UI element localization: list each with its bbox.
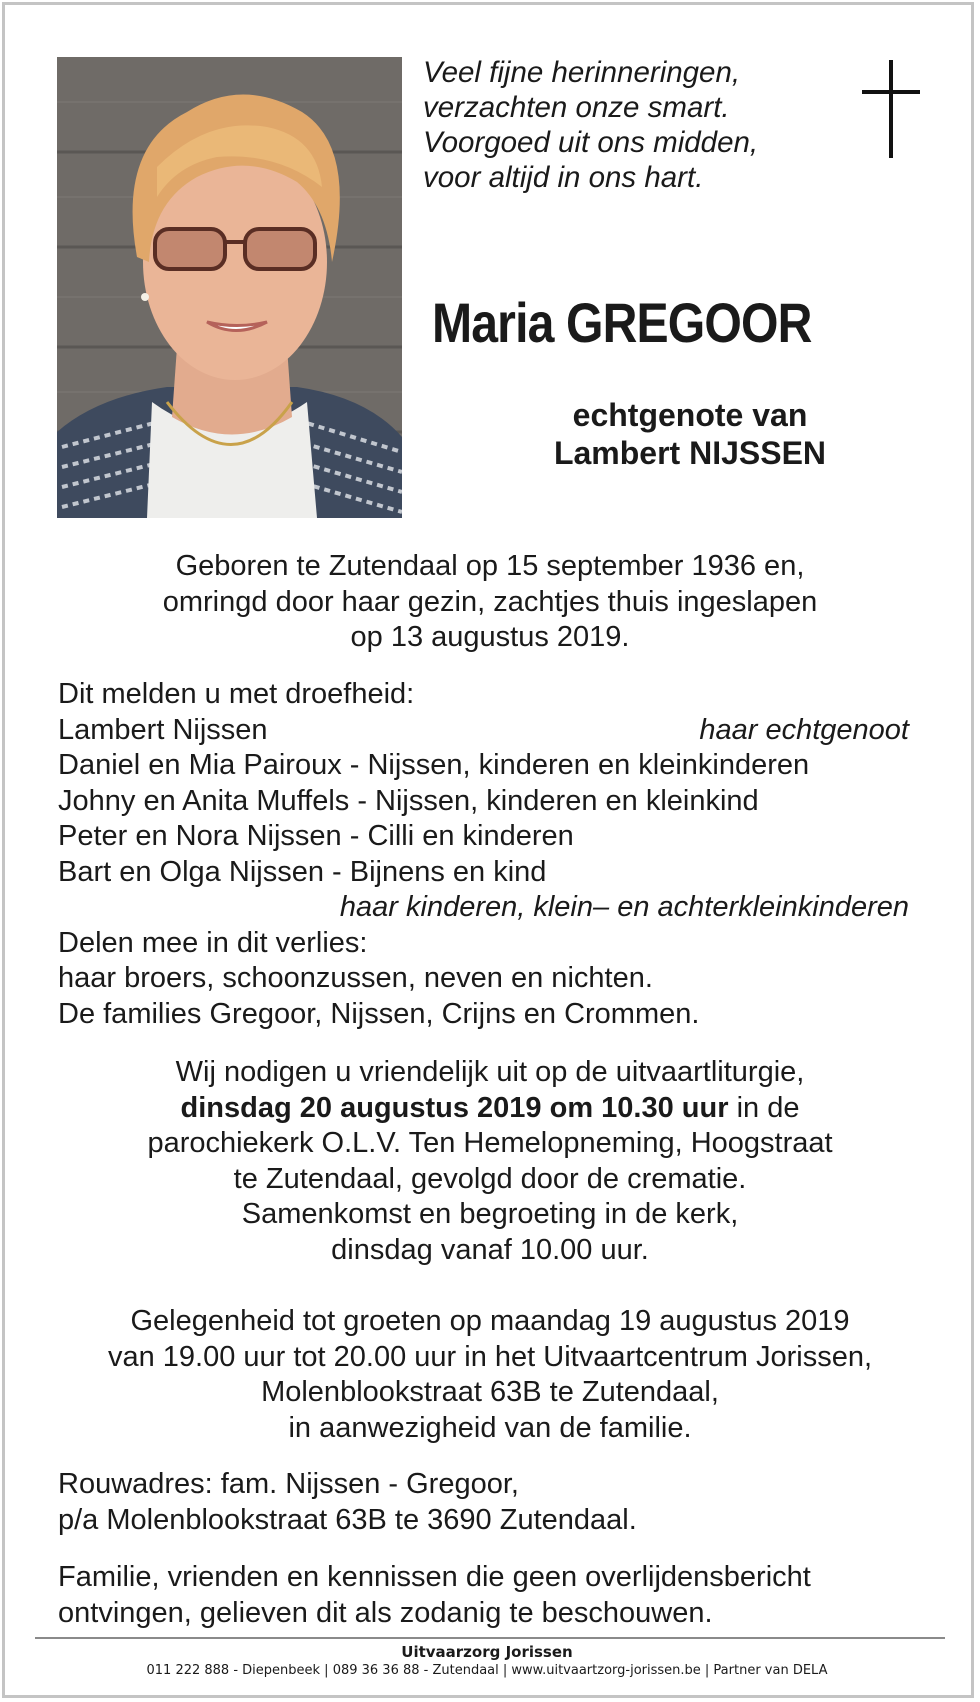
text-line: op 13 augustus 2019. xyxy=(350,621,630,653)
text-line: te Zutendaal, gevolgd door de crematie. xyxy=(233,1162,747,1195)
child-line: Johny en Anita Muffels - Nijssen, kinderen en kleinkind xyxy=(58,784,759,817)
poem-line: Veel fijne herinneringen, xyxy=(423,56,741,89)
child-line: Daniel en Mia Pairoux - Nijssen, kinderen en kleinkinderen xyxy=(58,749,810,781)
share-line: haar broers, schoonzussen, neven en nichten. xyxy=(58,962,653,994)
poem-line: voor altijd in ons hart. xyxy=(423,161,704,194)
funeral-date-line xyxy=(30,1091,950,1127)
footer-divider xyxy=(35,1637,945,1639)
cross-icon xyxy=(862,60,920,158)
text-line: van 19.00 uur tot 20.00 uur in het Uitvaartcentrum Jorissen, xyxy=(107,1340,873,1373)
text-line: p/a Molenblookstraat 63B te 3690 Zutendaal. xyxy=(58,1503,637,1536)
spouse-line: Lambert Nijssen xyxy=(58,713,268,746)
child-line: Bart en Olga Nijssen - Bijnens en kind xyxy=(58,855,547,888)
share-line: De families Gregoor, Nijssen, Crijns en Crommen. xyxy=(58,997,700,1030)
spouse-relation: haar echtgenoot xyxy=(699,713,909,746)
text-line: Wij nodigen u vriendelijk uit op de uitvaartliturgie, xyxy=(175,1056,805,1088)
relation-label: echtgenote van xyxy=(572,397,808,433)
funeral-date-rest: in de xyxy=(728,1091,800,1124)
text-line: in aanwezigheid van de familie. xyxy=(288,1411,692,1444)
child-line: Peter en Nora Nijssen - Cilli en kinderen xyxy=(58,820,574,852)
text-line: Rouwadres: fam. Nijssen - Gregoor, xyxy=(58,1468,519,1500)
family-intro: Dit melden u met droefheid: xyxy=(58,678,415,710)
spouse-name: Lambert NIJSSEN xyxy=(553,435,827,471)
text-line: Gelegenheid tot groeten op maandag 19 augustus 2019 xyxy=(130,1305,850,1337)
children-relation: haar kinderen, klein– en achterkleinkinderen xyxy=(339,891,909,923)
memorial-poem xyxy=(423,55,803,195)
text-line: Geboren te Zutendaal op 15 september 1936 en, xyxy=(175,550,805,582)
text-line: dinsdag vanaf 10.00 uur. xyxy=(331,1233,649,1266)
spouse-block xyxy=(430,396,950,472)
funeral-invitation xyxy=(30,1055,950,1268)
deceased-name: Maria GREGOOR xyxy=(432,291,812,354)
text-line: Molenblookstraat 63B te Zutendaal, xyxy=(261,1376,719,1408)
portrait-photo xyxy=(57,57,402,518)
text-line: omringd door haar gezin, zachtjes thuis ingeslapen xyxy=(162,585,818,618)
poem-line: verzachten onze smart. xyxy=(423,91,730,124)
text-line: Familie, vrienden en kennissen die geen overlijdensbericht xyxy=(58,1561,811,1593)
birth-death-text xyxy=(30,549,950,656)
text-line: parochiekerk O.L.V. Ten Hemelopneming, Hoogstraat xyxy=(147,1127,833,1159)
funeral-home-contact: 011 222 888 - Diepenbeek | 089 36 36 88 - Zutendaal | www.uitvaartzorg-jorissen.be | Partner van DELA xyxy=(146,1663,828,1678)
spouse-row xyxy=(58,713,938,749)
family-announcement xyxy=(58,677,938,1032)
text-line: ontvingen, gelieven dit als zodanig te beschouwen. xyxy=(58,1596,713,1629)
closing-note xyxy=(58,1560,938,1631)
text-line: Samenkomst en begroeting in de kerk, xyxy=(241,1198,739,1230)
poem-line: Voorgoed uit ons midden, xyxy=(423,126,759,159)
share-intro: Delen mee in dit verlies: xyxy=(58,926,368,959)
visitation-text xyxy=(30,1304,950,1446)
funeral-date: dinsdag 20 augustus 2019 om 10.30 uur xyxy=(180,1091,729,1124)
funeral-home-name: Uitvaarzorg Jorissen xyxy=(401,1643,573,1661)
mourning-address xyxy=(58,1467,938,1538)
